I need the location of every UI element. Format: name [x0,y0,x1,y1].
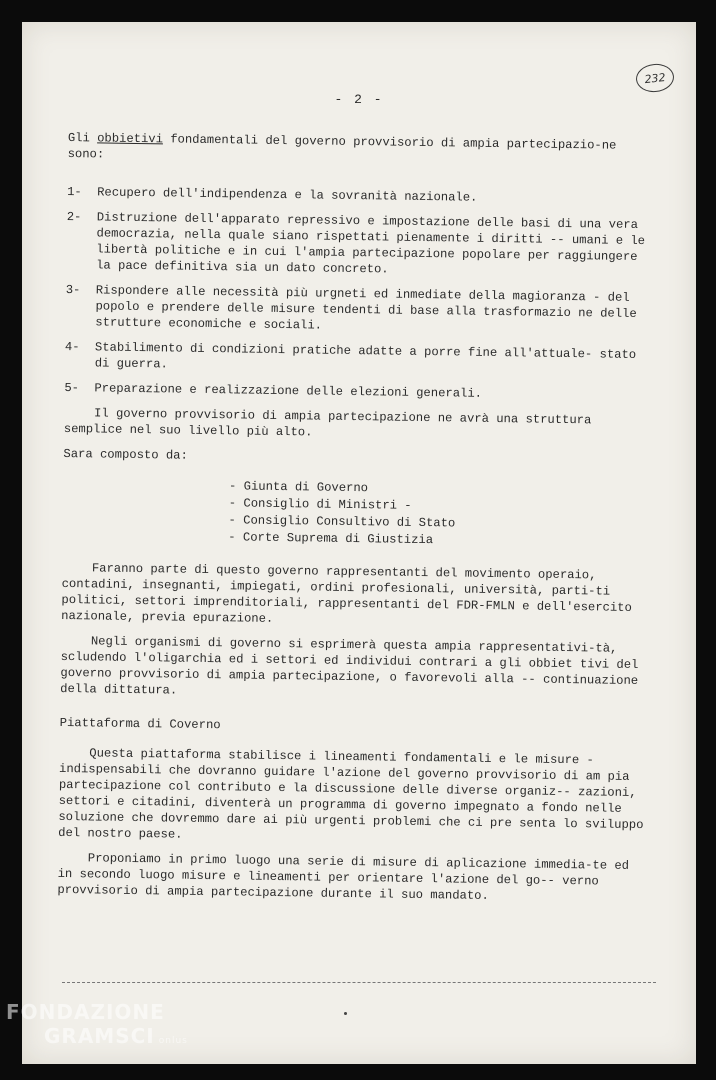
page-number: - 2 - [334,92,384,107]
objective-item: 2- Distruzione dell'apparato repressivo e impostazione delle basi di una vera democrazia, nella quale siano rispettati pienamente i diritti -- umani e le libertà politiche e in cui l'ampia partecipazione popolare per raggiungere la pace definitiva sia un dato concreto. [66,209,646,277]
list-item: - Giunta di Governo [228,479,369,496]
government-bodies-list [228,478,653,552]
structure-paragraph: Il governo provvisorio di ampia partecipazione ne avrà una struttura semplice nel suo livello più alto. [63,406,592,440]
footer-divider [62,982,656,984]
objective-item: 3- Rispondere alle necessità più urgneti ed inmediate della magioranza - del popolo e prendere delle misure tendenti di base alla trasformazio ne delle strutture economiche e sociali. [65,282,637,333]
representation-paragraph: Negli organismi di governo si esprimerà questa ampia rappresentativi-tà, scludendo l'oligarchia ed i settori ed individui contrari a gli obbiet tivi del governo provvisorio di ampia partecipazione, o favorevoli alla -- continuazione della dittatura. [60,634,639,698]
document-page [22,22,696,1064]
objective-item: 5- Preparazione e realizzazione delle elezioni generali. [64,380,483,401]
objective-item: 4- Stabilimento di condizioni pratiche adatte a porre fine all'attuale- stato di guerra. [64,339,637,372]
list-item: - Consiglio di Ministri - [228,496,412,513]
list-item: - Corte Suprema di Giustizia [228,530,434,548]
intro-paragraph: Gli obbietivi fondamentali del governo provvisorio di ampia partecipazio-ne sono: [67,130,617,162]
underlined-word: obbietivi [97,131,164,147]
archive-stamp: 232 [635,62,676,94]
platform-paragraph: Questa piattaforma stabilisce i lineamenti fondamentali e le misure - indispensabili che dovranno guidare l'azione del governo provvisorio di am pia partecipazione col contributo e la discussione delle diverse organiz-- zazioni, settori e citadini, diventerà un programma di governo impegnato a fondo nelle soluzione che dovremmo dare ai più urgenti problemi che ci pre senta lo sviluppo del nostro paese. [58,746,644,842]
document-body [57,130,658,915]
platform-title: Piattaforma di Coverno [59,715,221,733]
watermark-logo [6,1000,188,1048]
proposals-paragraph: Proponiamo in primo luogo una serie di misure di aplicazione immedia-te ed in secondo luogo misure e lineamenti per orientare l'azione del go-- verno provvisorio di ampia partecipazione durante il suo mandato. [57,851,630,903]
objectives-list [64,184,657,404]
composition-label: Sara composto da: [63,446,188,463]
watermark-line2: GRAMSCI onlus [44,1024,188,1048]
members-paragraph: Faranno parte di questo governo rappresentanti del movimento operaio, contadini, insegnanti, impiegati, ordini profesionali, università, parti-ti politici, settori imprenditoriali, rappresentanti del FDR-FMLN e dell'esercito nazionale, previa epurazione. [61,561,632,626]
watermark-line3: onlus [158,1036,188,1046]
watermark-line1: FONDAZIONE [6,1000,165,1024]
paper-mark [344,1012,347,1015]
list-item: - Consiglio Consultivo di Stato [228,513,456,531]
objective-item: 1- Recupero dell'indipendenza e la sovranità nazionale. [67,184,478,205]
